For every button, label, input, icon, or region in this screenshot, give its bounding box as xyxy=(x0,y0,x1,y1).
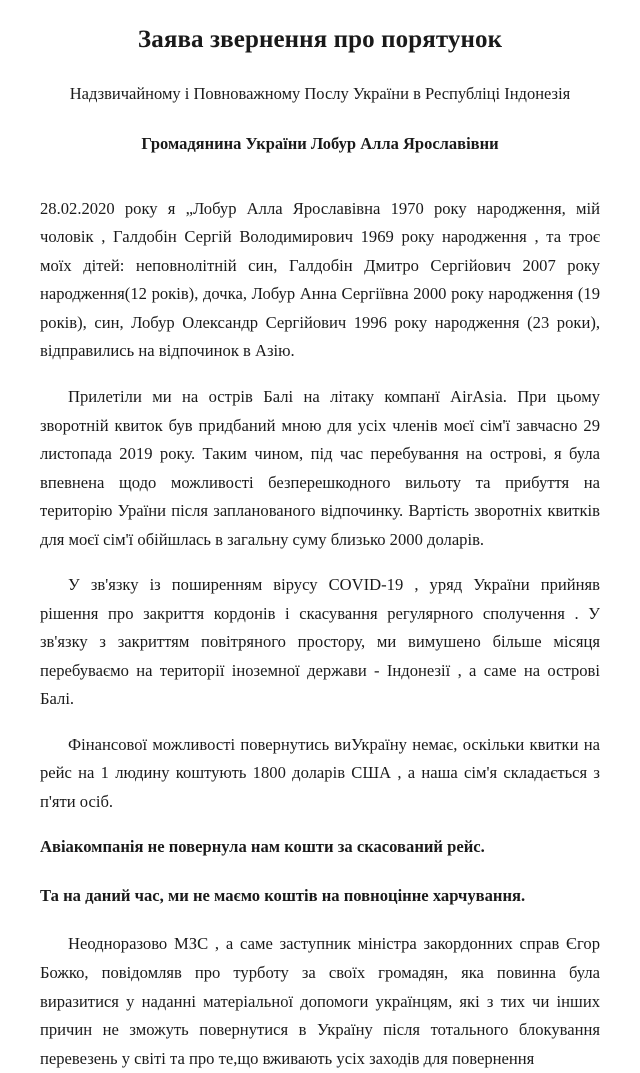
addressee-line: Надзвичайному і Повноважному Послу України в Республіці Індонезія xyxy=(69,84,571,104)
paragraph: У зв'язку із поширенням вірусу COVID-19 , уряд України прийняв рішення про закриття кордонів і скасування регулярного сполучення . У зв'язку з закриттям повітряного простору, ми вимушено більше місяця перебуваємо на території іноземної держави - Індонезії , а саме на острові Балі. xyxy=(40,575,600,709)
document-body xyxy=(40,195,600,1073)
page-title: Заява звернення про порятунок xyxy=(137,26,503,53)
paragraph: Неодноразово МЗС , а саме заступник міністра закордонних справ Єгор Божко, повідомляв про турботу за своїх громадян, яка повинна була виразитися у наданні матеріальної допомоги українцям, які з тих чи інших причин не зможуть повернутися в Україну після тотального блокування перевезень у світі та про те,що вживають усіх заходів для повернення xyxy=(40,934,600,1068)
paragraph: Прилетіли ми на острів Балі на літаку компанї AirAsia. При цьому зворотній квиток був придбаний мною для усіх членів моєї сім'ї завчасно 29 листопада 2019 року. Таким чином, під час перебування на острові, я була впевнена щодо можливості безперешкодного вильоту та прибуття на територію Ураїни після запланованого відпочинку. Вартість зворотніх квитків для моєї сім'ї обійшлась в загальну суму близько 2000 доларів. xyxy=(40,386,600,549)
paragraph: 28.02.2020 року я „Лобур Алла Ярославівна 1970 року народження, мій чоловік , Галдобін Сергій Володимирович 1969 року народження , та троє моїх дітей: неповнолітній син, Галдобін Дмитро Сергійович 2007 року народження(12 років), дочка, Лобур Анна Сергіївна 2000 року народження (19 років), син, Лобур Олександр Сергійович 1996 року народження (23 роки), відправились на відпочинок в Азію. xyxy=(40,198,600,361)
applicant-line: Громадянина України Лобур Алла Ярославівни xyxy=(141,133,499,153)
paragraph-emphasis: Авіакомпанія не повернула нам кошти за скасований рейс. xyxy=(40,837,485,857)
paragraph-emphasis: Та на даний час, ми не маємо коштів на повноцінне харчування. xyxy=(40,885,526,905)
paragraph: Фінансової можливості повернутись виУкраїну немає, оскільки квитки на рейс на 1 людину коштують 1800 доларів США , а наша сім'я складається з п'яти осіб. xyxy=(40,734,600,811)
